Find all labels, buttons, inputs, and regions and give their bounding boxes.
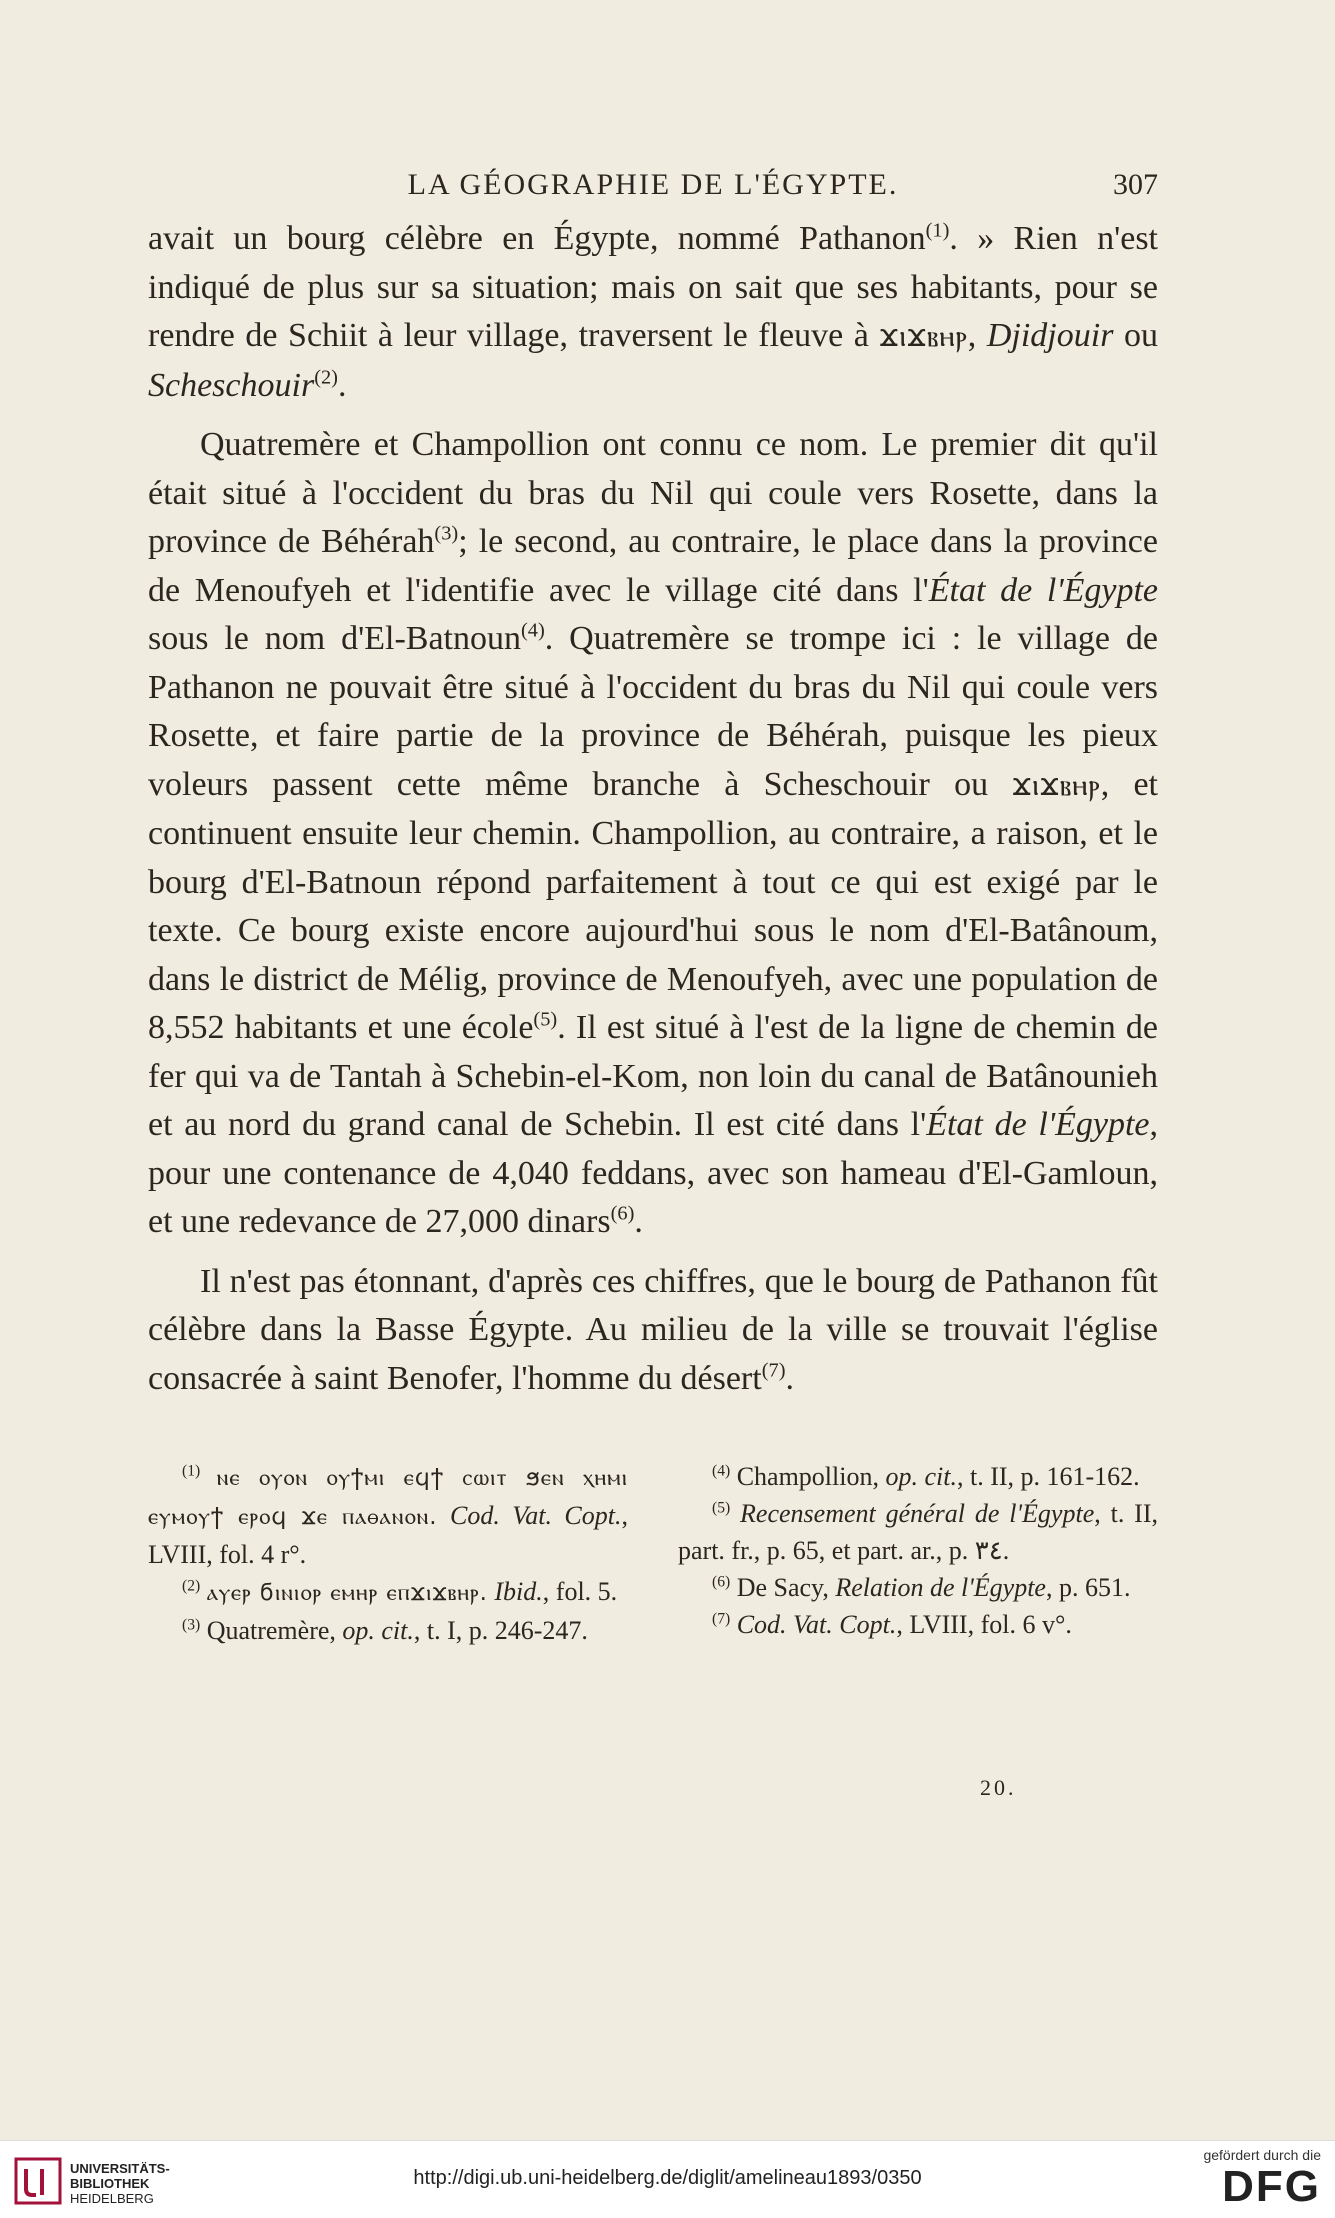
coptic-text: ⲁⲩⲉⲣ ϭⲓⲛⲓⲟⲣ ⲉⲙⲏⲣ ⲉⲡϫⲓϫⲃⲏⲣ. [206, 1580, 488, 1606]
signature-mark: 20. [980, 1775, 1017, 1800]
italic-text: Scheschouir [148, 366, 315, 404]
running-title: LA GÉOGRAPHIE DE L'ÉGYPTE. [407, 168, 899, 201]
coptic-word: ϫⲓϫⲃⲏⲣ [879, 319, 968, 354]
permalink-url[interactable]: http://digi.ub.uni-heidelberg.de/diglit/amelineau1893/0350 [413, 2167, 922, 2189]
library-name-line2: BIBLIOTHEK [70, 2176, 150, 2191]
text-run: ou [1113, 317, 1158, 354]
italic-text: Djidjouir [986, 317, 1114, 354]
footnote-ref: (1) [925, 219, 950, 242]
italic-text: op. cit. [885, 1462, 957, 1491]
text-run: , pour une contenance de 4,040 feddans, avec son hameau d'El-Gamloun, et une redevance de 27,000 dinars [148, 1106, 1159, 1240]
text-run: ; le second, au contraire, le place dans la province de Menoufyeh et l'identifie avec le village cité dans l' [148, 523, 1158, 609]
footnotes-right-column [678, 1458, 1158, 1649]
text-run: , LVIII, fol. 4 r°. [148, 1501, 628, 1569]
italic-text: Ibid. [494, 1577, 543, 1606]
footnote-ref: (4) [520, 619, 545, 642]
paragraph-3 [148, 1258, 1158, 1404]
text-run: Quatremère et Champollion ont connu ce nom. Le premier dit qu'il était situé à l'occident du bras du Nil qui coule vers Rosette, dans la province de Béhérah [148, 426, 1158, 560]
footnote-ref: (5) [533, 1008, 558, 1031]
paragraph-2 [148, 421, 1158, 1247]
italic-text: État de l'Égypte [926, 1106, 1150, 1143]
text-run: , t. I, p. 246-247. [413, 1616, 588, 1645]
footnote-7 [678, 1606, 1158, 1643]
footnotes-left-column [148, 1458, 628, 1649]
footnote-4 [678, 1458, 1158, 1495]
footnote-mark: (6) [712, 1573, 731, 1591]
text-run: . Il est situé à l'est de la ligne de chemin de fer qui va de Tantah à Schebin-el-Kom, non loin du canal de Batânounieh et au nord du grand canal de Schebin. Il est cité dans l' [148, 1009, 1158, 1143]
text-run: , [967, 317, 987, 354]
coptic-text: ⲛⲉ ⲟⲩⲟⲛ ⲟⲩϯⲙⲓ ⲉϥϯ ⲥⲱⲓⲧ ϧⲉⲛ ⲭⲏⲙⲓ ⲉⲩⲙⲟⲩϯ ⲉⲣⲟϥ ϫⲉ ⲡⲁⲑⲁⲛⲟⲛ. [148, 1465, 629, 1530]
footnote-ref: (2) [314, 366, 338, 389]
body-text [148, 215, 1158, 1414]
footnote-3 [148, 1612, 628, 1649]
footnote-ref: (7) [761, 1359, 786, 1382]
text-run: . » Rien n'est indiqué de plus sur sa situation; mais on sait que ses habitants, pour se rendre de Schiit à leur village, traversent le fleuve à [148, 220, 1158, 354]
paragraph-1 [148, 215, 1158, 410]
coptic-word: ϫⲓϫⲃⲏⲣ [1012, 767, 1101, 803]
text-run: , et continuent ensuite leur chemin. Champollion, au contraire, a raison, et le bourg d'El-Batnoun répond parfaitement à tout ce qui est exigé par le texte. Ce bourg existe encore aujourd'hui sous le nom d'El-Batânoum, dans le district de Mélig, province de Menoufyeh, avec une population de 8,552 habitants et une école [148, 765, 1158, 1046]
digitization-footer [0, 2140, 1335, 2218]
funder-logo[interactable] [1171, 2147, 1321, 2213]
italic-text: Recensement général de l'Égypte [740, 1499, 1095, 1528]
footnote-5 [678, 1495, 1158, 1569]
text-run: , t. II, p. 161-162. [956, 1462, 1140, 1491]
footnote-mark: (3) [182, 1616, 201, 1634]
text-run: . [785, 1359, 794, 1397]
footnote-ref: (6) [610, 1202, 635, 1225]
library-name-line3: HEIDELBERG [70, 2191, 154, 2206]
italic-text: op. cit. [342, 1616, 414, 1645]
text-run: De Sacy, [736, 1573, 836, 1602]
text-run: . [634, 1203, 643, 1240]
text-run: . Quatremère se trompe ici : le village de Pathanon ne pouvait être situé à l'occident du bras du Nil qui coule vers Rosette, et faire partie de la province de Béhérah, puisque les pieux voleurs passent cette même branche à Scheschouir ou [148, 620, 1158, 803]
text-run: Il n'est pas étonnant, d'après ces chiffres, que le bourg de Pathanon fût célèbre dans la Basse Égypte. Au milieu de la ville se trouvait l'église consacrée à saint Benofer, l'homme du désert [148, 1262, 1158, 1397]
italic-text: Relation de l'Égypte [835, 1573, 1046, 1602]
italic-text: Cod. Vat. Copt. [449, 1501, 622, 1530]
text-run: , t. II, part. fr., p. 65, et part. ar., p. ٣٤. [678, 1499, 1158, 1565]
text-run: avait un bourg célèbre en Égypte, nommé Pathanon [148, 220, 926, 257]
text-run: , p. 651. [1045, 1573, 1131, 1602]
footnote-mark: (7) [712, 1610, 731, 1628]
dfg-logo-text: DFG [1222, 2162, 1321, 2211]
footnote-6 [678, 1569, 1158, 1606]
text-run: Quatremère, [206, 1616, 343, 1645]
footnote-2 [148, 1573, 628, 1612]
footnotes [148, 1458, 1158, 1649]
page-number: 307 [1113, 168, 1158, 201]
footnote-mark: (5) [712, 1499, 731, 1517]
text-run: , LVIII, fol. 6 v°. [896, 1610, 1072, 1639]
funded-by-label: gefördert durch die [1203, 2147, 1321, 2163]
text-run: . [337, 366, 347, 404]
footnote-mark: (1) [182, 1462, 201, 1480]
footnote-1 [148, 1458, 628, 1573]
italic-text: État de l'Égypte [928, 571, 1158, 609]
running-head [148, 168, 1158, 208]
library-name-line1: UNIVERSITÄTS- [70, 2161, 170, 2176]
footnote-mark: (2) [182, 1577, 201, 1595]
text-run: Champollion, [736, 1462, 886, 1491]
footnote-ref: (3) [434, 522, 459, 545]
text-run: , fol. 5. [542, 1577, 618, 1606]
text-run: sous le nom d'El-Batnoun [148, 620, 521, 657]
italic-text: Cod. Vat. Copt. [736, 1610, 897, 1639]
footnote-mark: (4) [712, 1462, 731, 1480]
